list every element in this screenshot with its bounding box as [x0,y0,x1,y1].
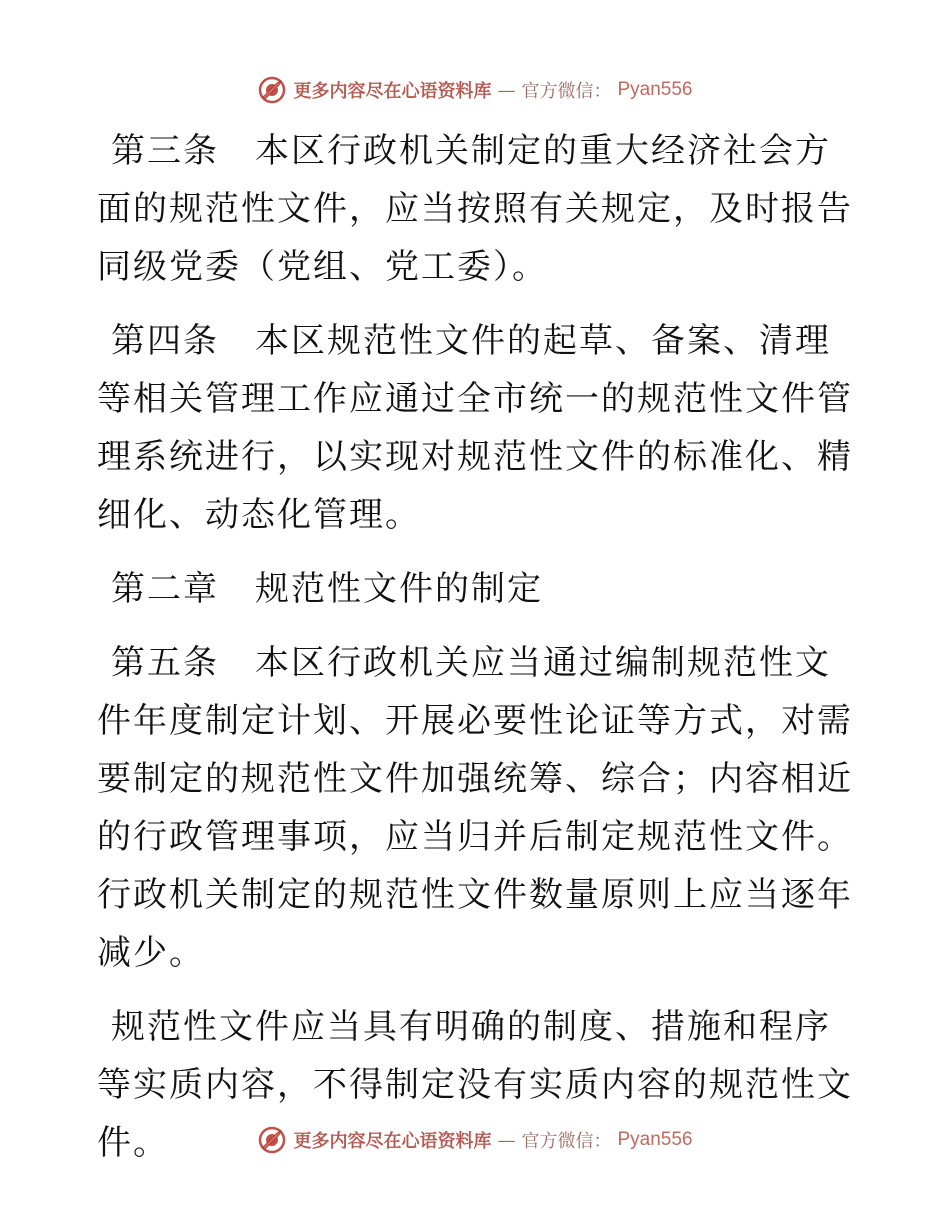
watermark-library-text: 更多内容尽在心语资料库 [293,1131,492,1152]
watermark-official-label: 官方微信： [521,1131,612,1152]
chapter-2-label: 第二章 [111,569,219,609]
article-5 [97,634,857,982]
article-3-label: 第三条 [111,131,219,171]
watermark-dash: — [497,1129,516,1151]
watermark-account-id: Pyan556 [617,79,693,100]
chapter-2-heading [97,560,857,618]
article-4-text: 本区规范性文件的起草、备案、清理等相关管理工作应通过全市统一的规范性文件管理系统进行，以实现对规范性文件的标准化、精细化、动态化管理。 [97,321,853,535]
header-watermark [0,70,950,110]
watermark-dash: — [497,79,516,101]
article-4-label: 第四条 [111,321,219,361]
watermark-library-text: 更多内容尽在心语资料库 [293,81,492,102]
article-5-paragraph-2-text: 规范性文件应当具有明确的制度、措施和程序等实质内容，不得制定没有实质内容的规范性文件。 [97,1007,853,1163]
watermark-official-label: 官方微信： [521,81,612,102]
article-5-label: 第五条 [111,643,219,683]
brand-logo-icon [257,1125,287,1155]
brand-logo-icon [257,75,287,105]
document-body [97,122,857,1188]
article-4 [97,312,857,544]
article-5-text: 本区行政机关应当通过编制规范性文件年度制定计划、开展必要性论证等方式，对需要制定的规范性文件加强统筹、综合；内容相近的行政管理事项，应当归并后制定规范性文件。行政机关制定的规范性文件数量原则上应当逐年减少。 [97,643,853,973]
footer-watermark [0,1120,950,1160]
chapter-2-title: 规范性文件的制定 [255,569,543,609]
article-3-text: 本区行政机关制定的重大经济社会方面的规范性文件，应当按照有关规定，及时报告同级党委（党组、党工委）。 [97,131,853,287]
article-3 [97,122,857,296]
watermark-account-id: Pyan556 [617,1129,693,1150]
